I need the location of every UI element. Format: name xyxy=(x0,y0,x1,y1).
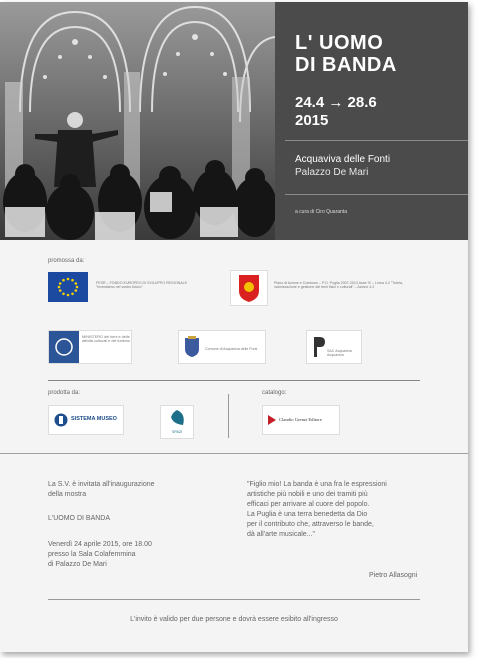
title-panel xyxy=(275,2,468,240)
quote-line-2: artistiche più nobili e uno dei tramiti più xyxy=(247,491,368,498)
exhibition-title xyxy=(295,32,397,76)
publisher-mark-icon xyxy=(267,414,277,426)
band-photo xyxy=(0,2,275,240)
quote-block xyxy=(247,480,452,540)
promoted-label: promossa da: xyxy=(48,258,85,264)
sponsors-divider xyxy=(48,380,420,381)
spazi-leaf-icon xyxy=(167,409,187,427)
band-photo-illustration xyxy=(0,2,275,240)
catalog-label: catalogo: xyxy=(262,390,287,396)
dates-range: 24.4 → 28.6 xyxy=(295,94,377,111)
exhibit-name: L'UOMO DI BANDA xyxy=(48,515,111,522)
comune-shield-icon xyxy=(184,336,200,358)
fesr-text: FESR – FONDO EUROPEO DI SVILUPPO REGIONALE "Investiamo nel vostro futuro" xyxy=(96,281,188,290)
produced-label: prodotta da: xyxy=(48,390,81,396)
event-where: presso la Sala Colafemmina xyxy=(48,551,136,558)
quote-line-4: La Puglia è una terra benedetta da Dio xyxy=(247,511,368,518)
sac-logo xyxy=(306,330,362,364)
invite-line-1: La S.V. è invitata all'inaugurazione xyxy=(48,481,155,488)
invitation-card xyxy=(0,2,468,652)
invite-divider xyxy=(0,453,468,454)
comune-logo xyxy=(178,330,266,364)
invite-line-2: della mostra xyxy=(48,491,87,498)
sac-p-icon xyxy=(311,335,327,359)
footer-note: L'invito è valido per due persone e dovrà essere esibito all'ingresso xyxy=(130,616,338,623)
venue-place: Palazzo De Mari xyxy=(295,167,369,178)
event-when: Venerdì 24 aprile 2015, ore 18.00 xyxy=(48,541,152,548)
mibact-emblem-icon xyxy=(49,331,79,363)
title-line-2: DI BANDA xyxy=(295,54,397,76)
mibact-text: MINISTERO dei beni e delle attività culturali e del turismo xyxy=(82,335,130,344)
quote-line-1: "Figlio mio! La banda è una fra le espressioni xyxy=(247,481,387,488)
curator-credit: a cura di Ciro Quaranta xyxy=(295,209,347,215)
mibact-logo xyxy=(48,330,132,364)
quote-line-5: per il contributo che, attraverso le bande, xyxy=(247,521,374,528)
quote-author: Pietro Allasogni xyxy=(369,572,418,579)
puglia-logo xyxy=(230,270,268,306)
publisher-text: Claudio Grenzi Editore xyxy=(279,417,322,422)
catalog-divider xyxy=(228,394,229,438)
sistema-museo-text: SISTEMA MUSEO xyxy=(71,416,117,422)
eu-flag-logo xyxy=(48,272,88,302)
comune-text: Comune di Acquaviva delle Fonti xyxy=(205,347,258,351)
dates-year: 2015 xyxy=(295,112,329,129)
event-venue: di Palazzo De Mari xyxy=(48,561,107,568)
title-line-1: L' UOMO xyxy=(295,32,384,54)
panel-divider-top xyxy=(285,140,468,141)
sac-text: SAC Acquaviva Acquaviva xyxy=(327,349,352,358)
spazi-logo xyxy=(160,405,194,439)
venue-city: Acquaviva delle Fonti xyxy=(295,154,391,165)
footer-divider xyxy=(48,599,420,600)
sistema-museo-icon xyxy=(54,413,68,427)
panel-divider-bottom xyxy=(285,194,468,195)
hero-section xyxy=(0,2,468,240)
spazi-text: SPAZI xyxy=(171,430,183,434)
quote-line-6: dà all'arte musicale..." xyxy=(247,531,316,538)
sistema-museo-logo xyxy=(48,405,124,435)
puglia-coat-icon xyxy=(231,271,267,305)
publisher-logo xyxy=(262,405,340,435)
exhibition-dates xyxy=(295,94,377,130)
eu-stars-icon xyxy=(48,272,88,302)
quote-line-3: efficaci per arrivare al cuore del popolo. xyxy=(247,501,370,508)
puglia-text: Piano di Azione e Coesione – P.O. Puglia 2007-2013 Asse IV – Linea 4.2 "Tutela, valorizzazione e gestione dei beni fisici e culturali" – Azione 4.2 xyxy=(274,281,403,290)
